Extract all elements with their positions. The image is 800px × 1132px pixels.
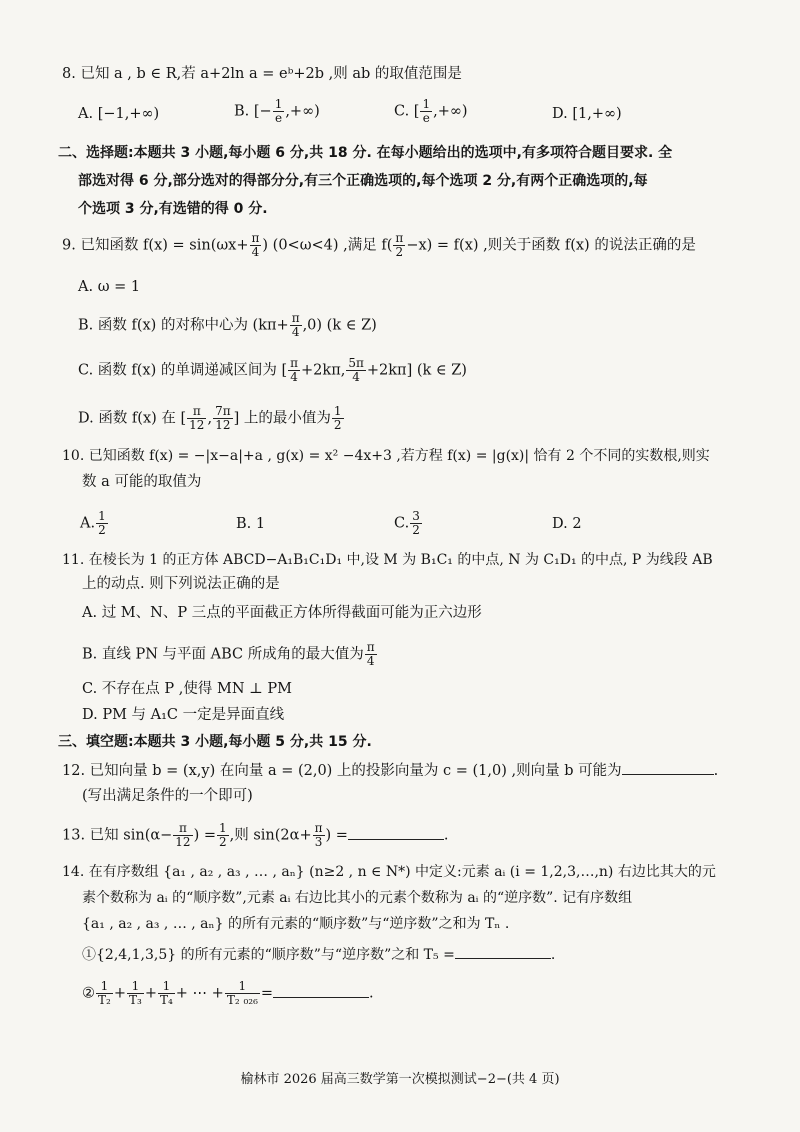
page-footer: 榆林市 2026 届高三数学第一次模拟测试−2−(共 4 页) bbox=[240, 1072, 560, 1087]
denominator: T₂ ₀₂₆ bbox=[226, 993, 258, 1007]
q11-option-b bbox=[82, 641, 378, 668]
numerator: 7π bbox=[215, 404, 231, 418]
section2-line1: 二、选择题:本题共 3 小题,每小题 6 分,共 18 分. 在每小题给出的选项中,有多项符合题目要求. 全 bbox=[58, 145, 673, 161]
q8-option-c bbox=[394, 98, 468, 125]
q10-option-b: B. 1 bbox=[236, 516, 266, 532]
q13-part: ) = bbox=[325, 827, 348, 844]
numerator: π bbox=[395, 231, 404, 245]
denominator: T₄ bbox=[159, 993, 173, 1007]
numerator: 1 bbox=[96, 980, 113, 994]
fraction bbox=[173, 822, 192, 849]
denominator: 4 bbox=[291, 325, 300, 339]
fraction bbox=[213, 405, 233, 432]
q14-line1: 14. 在有序数组 {a₁ , a₂ , a₃ , … , aₙ} (n≥2 , n ∈ N*) 中定义:元素 aᵢ (i = 1,2,3,…,n) 右边比其大的元 bbox=[62, 864, 716, 880]
q14-line2: 素个数称为 aᵢ 的“顺序数”,元素 aᵢ 右边比其小的元素个数称为 aᵢ 的“逆序数”. 记有序数组 bbox=[82, 890, 633, 906]
numerator: π bbox=[366, 640, 375, 654]
q9-stem-part: ) (0<ω<4) ,满足 f( bbox=[262, 237, 393, 254]
numerator: 1 bbox=[219, 821, 227, 835]
numerator: 1 bbox=[127, 980, 144, 994]
denominator: T₂ bbox=[98, 993, 111, 1007]
denominator: 12 bbox=[215, 418, 231, 432]
q14-sub2-label: ② bbox=[82, 985, 95, 1002]
q14-eq: = bbox=[260, 985, 274, 1002]
section2-line2: 部选对得 6 分,部分选对的得部分分,有三个正确选项的,每个选项 2 分,有两个正确选项的,每 bbox=[78, 173, 648, 189]
q14-sub1-end: . bbox=[550, 947, 556, 963]
q11-option-c: C. 不存在点 P ,使得 MN ⊥ PM bbox=[82, 681, 292, 697]
section2-line3: 个选项 3 分,有选错的得 0 分. bbox=[78, 201, 268, 217]
q14-line3: {a₁ , a₂ , a₃ , … , aₙ} 的所有元素的“顺序数”与“逆序数”之和为 Tₙ . bbox=[82, 916, 510, 932]
q9-stem-part: 9. 已知函数 f(x) = sin(ωx+ bbox=[62, 237, 249, 254]
denominator: T₃ bbox=[128, 993, 142, 1007]
fraction bbox=[158, 980, 175, 1007]
fraction bbox=[420, 98, 432, 125]
q8-optc-prefix: C. [ bbox=[394, 103, 420, 120]
numerator: 1 bbox=[333, 404, 342, 418]
numerator: 1 bbox=[225, 980, 260, 994]
fraction bbox=[96, 980, 113, 1007]
denominator: 2 bbox=[98, 523, 106, 537]
q14-sub1 bbox=[82, 944, 555, 965]
numerator: 1 bbox=[158, 980, 175, 994]
q9-option-d bbox=[78, 405, 345, 432]
q9-optd-part: , bbox=[207, 410, 213, 427]
denominator: 12 bbox=[189, 418, 205, 432]
fraction bbox=[187, 405, 206, 432]
fraction bbox=[127, 980, 144, 1007]
denominator: 2 bbox=[219, 835, 227, 849]
q11-line2: 上的动点. 则下列说法正确的是 bbox=[82, 576, 280, 592]
denominator: 4 bbox=[366, 654, 375, 668]
denominator: e bbox=[274, 111, 283, 125]
q9-option-c bbox=[78, 357, 467, 384]
q8-optb-suffix: ,+∞) bbox=[285, 103, 320, 120]
q10-option-c bbox=[394, 510, 423, 537]
fraction bbox=[273, 98, 285, 125]
q11-optb-part: B. 直线 PN 与平面 ABC 所成角的最大值为 bbox=[82, 646, 364, 663]
q9-stem-part: −x) = f(x) ,则关于函数 f(x) 的说法正确的是 bbox=[406, 237, 696, 254]
q9-stem bbox=[62, 232, 696, 259]
q11-option-a: A. 过 M、N、P 三点的平面截正方体所得截面可能为正六边形 bbox=[82, 605, 482, 621]
q8-optb-prefix: B. [− bbox=[234, 103, 272, 120]
q12-end: . bbox=[713, 763, 719, 779]
q12-line2: (写出满足条件的一个即可) bbox=[82, 788, 253, 804]
numerator: π bbox=[251, 231, 260, 245]
q14-sub2-answer-blank[interactable] bbox=[273, 983, 369, 998]
q8-option-a: A. [−1,+∞) bbox=[78, 106, 160, 122]
q8-stem: 8. 已知 a , b ∈ R,若 a+2ln a = eᵇ+2b ,则 ab 的取值范围是 bbox=[62, 66, 462, 82]
denominator: e bbox=[422, 111, 430, 125]
numerator: 5π bbox=[348, 356, 364, 370]
q9-option-b bbox=[78, 312, 377, 339]
denominator: 12 bbox=[175, 835, 191, 849]
q9-optc-part: +2kπ] (k ∈ Z) bbox=[366, 362, 467, 379]
fraction bbox=[332, 405, 344, 432]
q14-dots: + ⋯ + bbox=[175, 985, 224, 1002]
denominator: 2 bbox=[333, 418, 342, 432]
fraction bbox=[290, 312, 302, 339]
option-label: A. bbox=[80, 515, 96, 532]
q9-optc-part: +2kπ, bbox=[301, 362, 346, 379]
numerator: 3 bbox=[412, 509, 420, 523]
fraction bbox=[393, 232, 405, 259]
q10-option-a bbox=[80, 510, 109, 537]
q8-option-d: D. [1,+∞) bbox=[552, 106, 622, 122]
q13-part: 13. 已知 sin(α− bbox=[62, 827, 173, 844]
numerator: 1 bbox=[98, 509, 106, 523]
q14-sub2: ② $\frac{1}{\text{T₂}}$ + $\frac{1}{\text{T₃}}$ + $\frac{1}{\text{T₄}}$ + ⋯ + $\frac{1}{\text{T₂ ₀₂₆}}$ = . bbox=[82, 979, 374, 1007]
q10-option-d: D. 2 bbox=[552, 516, 582, 532]
q9-optb-part: B. 函数 f(x) 的对称中心为 (kπ+ bbox=[78, 317, 289, 334]
q12-line1 bbox=[62, 760, 718, 781]
q13-end: . bbox=[443, 827, 449, 844]
denominator: 4 bbox=[352, 370, 360, 384]
q9-optd-part: D. 函数 f(x) 在 [ bbox=[78, 410, 187, 427]
q14-sub1-text: ①{2,4,1,3,5} 的所有元素的“顺序数”与“逆序数”之和 T₅ = bbox=[82, 947, 455, 963]
q9-optd-part: ] 上的最小值为 bbox=[233, 410, 331, 427]
fraction bbox=[410, 510, 422, 537]
q8-option-b bbox=[234, 98, 320, 125]
q10-line2: 数 a 可能的取值为 bbox=[82, 474, 202, 490]
q13-part: ) = bbox=[193, 827, 216, 844]
q13-answer-blank[interactable] bbox=[348, 825, 444, 840]
q11-line1: 11. 在棱长为 1 的正方体 ABCD−A₁B₁C₁D₁ 中,设 M 为 B₁C₁ 的中点, N 为 C₁D₁ 的中点, P 为线段 AB bbox=[62, 552, 713, 568]
option-label: C. bbox=[394, 515, 410, 532]
fraction bbox=[217, 822, 229, 849]
q14-sub2-end: . bbox=[369, 985, 374, 1002]
fraction bbox=[250, 232, 262, 259]
fraction bbox=[225, 980, 260, 1007]
fraction bbox=[288, 357, 300, 384]
denominator: 4 bbox=[290, 370, 298, 384]
q13-line bbox=[62, 822, 449, 849]
q10-line1: 10. 已知函数 f(x) = −|x−a|+a , g(x) = x² −4x+3 ,若方程 f(x) = |g(x)| 恰有 2 个不同的实数根,则实 bbox=[62, 448, 710, 464]
q8-optc-suffix: ,+∞) bbox=[433, 103, 468, 120]
numerator: π bbox=[290, 356, 299, 370]
numerator: π bbox=[291, 311, 300, 325]
q9-optc-part: C. 函数 f(x) 的单调递减区间为 [ bbox=[78, 362, 288, 379]
q9-option-a: A. ω = 1 bbox=[78, 279, 141, 295]
q14-sub1-answer-blank[interactable] bbox=[455, 944, 551, 959]
denominator: 2 bbox=[395, 245, 404, 259]
q11-option-d: D. PM 与 A₁C 一定是异面直线 bbox=[82, 707, 285, 723]
section3-header: 三、填空题:本题共 3 小题,每小题 5 分,共 15 分. bbox=[58, 734, 372, 750]
denominator: 2 bbox=[412, 523, 420, 537]
numerator: 1 bbox=[422, 97, 431, 111]
denominator: 3 bbox=[314, 835, 323, 849]
numerator: π bbox=[187, 405, 206, 419]
q12-answer-blank[interactable] bbox=[622, 760, 714, 775]
q12-text: 12. 已知向量 b = (x,y) 在向量 a = (2,0) 上的投影向量为 c = (1,0) ,则向量 b 可能为 bbox=[62, 763, 622, 779]
fraction bbox=[346, 357, 366, 384]
denominator: 4 bbox=[251, 245, 260, 259]
numerator: 1 bbox=[274, 97, 283, 111]
numerator: π bbox=[173, 822, 192, 836]
fraction bbox=[96, 510, 108, 537]
numerator: π bbox=[314, 821, 323, 835]
q13-part: ,则 sin(2α+ bbox=[229, 827, 312, 844]
fraction bbox=[313, 822, 325, 849]
fraction bbox=[365, 641, 377, 668]
q9-optb-part: ,0) (k ∈ Z) bbox=[302, 317, 377, 334]
